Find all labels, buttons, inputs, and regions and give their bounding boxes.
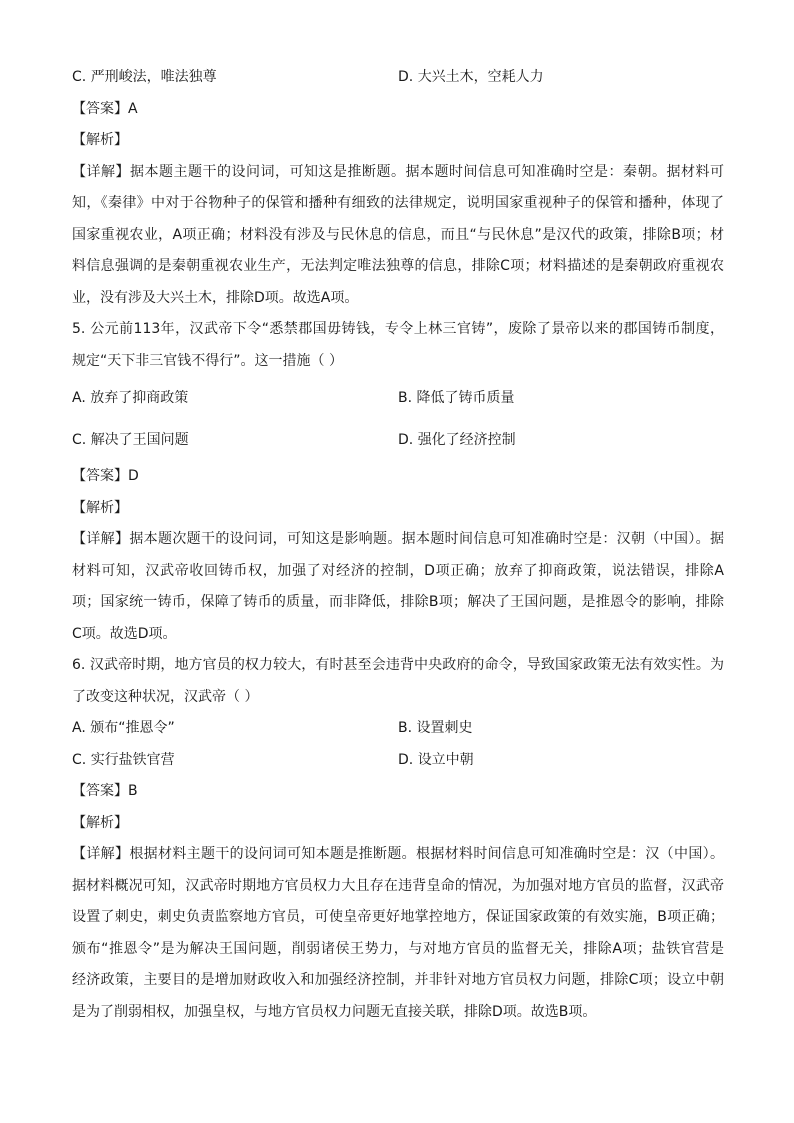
q5-option-c[interactable] xyxy=(72,419,398,461)
option-text: 大兴土木，空耗人力 xyxy=(417,69,544,85)
q5-options-row-1 xyxy=(72,377,724,419)
q6-answer xyxy=(72,776,724,808)
q4-options-row xyxy=(72,62,724,94)
stem-line: 规定“天下非三官钱不得行”。这一措施（ ） xyxy=(72,352,343,369)
option-text: 放弃了抑商政策 xyxy=(90,390,189,406)
answer-value: A xyxy=(128,100,138,117)
q6-options-row-2 xyxy=(72,745,724,777)
stem-line: 了改变这种状况，汉武帝（ ） xyxy=(72,688,259,705)
q5-options-row-2 xyxy=(72,419,724,461)
q5-detail xyxy=(72,524,724,650)
detail-line: 【详解】据本题主题干的设问词，可知这是推断题。据本题时间信息可知准确时空是：秦朝。据材料可 xyxy=(72,163,724,180)
q6-option-d[interactable] xyxy=(398,745,724,777)
detail-line: 据材料概况可知，汉武帝时期地方官员权力大且存在违背皇命的情况，为加强对地方官员的监督，汉武帝 xyxy=(72,877,724,894)
detail-line: 颁布“推恩令”是为解决王国问题，削弱诸侯王势力，与对地方官员的监督无关，排除A项；盐铁官营是 xyxy=(72,940,724,957)
option-letter: C. xyxy=(72,432,87,448)
stem-line: 6. 汉武帝时期，地方官员的权力较大，有时甚至会违背中央政府的命令，导致国家政策无法有效实性。为 xyxy=(72,657,724,673)
detail-line: 经济政策，主要目的是增加财政收入和加强经济控制，并非针对地方官员权力问题，排除C项；设立中朝 xyxy=(72,972,724,988)
detail-line: C项。故选D项。 xyxy=(72,625,177,642)
option-text: 严刑峻法，唯法独尊 xyxy=(90,69,217,85)
q6-options-row-1 xyxy=(72,713,724,745)
answer-label: 【答案】 xyxy=(72,783,128,799)
q6-stem xyxy=(72,650,724,713)
detail-line: 业，没有涉及大兴土木，排除D项。故选A项。 xyxy=(72,289,359,306)
option-letter: D. xyxy=(398,432,414,448)
option-letter: A. xyxy=(72,720,86,736)
option-letter: C. xyxy=(72,751,87,768)
q4-analysis-label: 【解析】 xyxy=(72,132,128,148)
q5-option-a[interactable] xyxy=(72,377,398,419)
q4-detail xyxy=(72,157,724,315)
answer-label: 【答案】 xyxy=(72,468,128,484)
q6-detail xyxy=(72,839,724,1028)
q6-option-c[interactable] xyxy=(72,745,398,777)
q5-option-b[interactable] xyxy=(398,377,724,419)
option-text: 设立中朝 xyxy=(417,751,474,768)
q6-analysis-label: 【解析】 xyxy=(72,814,128,831)
q6-option-a[interactable] xyxy=(72,713,398,745)
option-letter: D. xyxy=(398,69,414,85)
option-text: 颁布“推恩令” xyxy=(90,720,175,736)
detail-line: 材料可知，汉武帝收回铸币权，加强了对经济的控制，D项正确；放弃了抑商政策，说法错误，排除A xyxy=(72,562,724,579)
detail-line: 【详解】根据材料主题干的设问词可知本题是推断题。根据材料时间信息可知准确时空是：汉（中国）。 xyxy=(72,846,724,862)
option-text: 设置刺史 xyxy=(416,720,473,736)
q4-option-c[interactable] xyxy=(72,62,398,94)
q5-stem xyxy=(72,314,724,377)
option-text: 强化了经济控制 xyxy=(417,432,516,448)
q5-option-d[interactable] xyxy=(398,419,724,461)
answer-value: D xyxy=(128,468,139,484)
q4-option-d[interactable] xyxy=(398,62,724,94)
q5-answer xyxy=(72,461,724,493)
detail-line: 国家重视农业，A项正确；材料没有涉及与民休息的信息，而且“与民休息”是汉代的政策，排除B项；材 xyxy=(72,226,724,243)
option-text: 解决了王国问题 xyxy=(90,432,189,448)
detail-line: 是为了削弱相权，加强皇权，与地方官员权力问题无直接关联，排除D项。故选B项。 xyxy=(72,1003,597,1020)
q4-answer xyxy=(72,94,724,126)
q5-analysis-label: 【解析】 xyxy=(72,499,128,516)
option-letter: B. xyxy=(398,720,413,736)
detail-line: 料信息强调的是秦朝重视农业生产，无法判定唯法独尊的信息，排除C项；材料描述的是秦朝政府重视农 xyxy=(72,258,724,274)
stem-line: 5. 公元前113年，汉武帝下令“悉禁郡国毋铸钱，专令上林三官铸”，废除了景帝以来的郡国铸币制度， xyxy=(72,321,724,337)
document-page xyxy=(72,62,724,1028)
option-letter: A. xyxy=(72,390,86,406)
answer-label: 【答案】 xyxy=(72,100,128,117)
detail-line: 知，《秦律》中对于谷物种子的保管和播种有细致的法律规定，说明国家重视种子的保管和播种，体现了 xyxy=(72,195,724,211)
option-letter: C. xyxy=(72,69,87,85)
option-letter: D. xyxy=(398,751,414,768)
q6-option-b[interactable] xyxy=(398,713,724,745)
detail-line: 【详解】据本题次题干的设问词，可知这是影响题。据本题时间信息可知准确时空是：汉朝（中国）。据 xyxy=(72,531,724,547)
option-text: 降低了铸币质量 xyxy=(416,390,515,406)
option-letter: B. xyxy=(398,390,413,406)
detail-line: 项；国家统一铸币，保障了铸币的质量，而非降低，排除B项；解决了王国问题，是推恩令的影响，排除 xyxy=(72,594,724,610)
answer-value: B xyxy=(128,783,138,799)
detail-line: 设置了刺史，刺史负责监察地方官员，可使皇帝更好地掌控地方，保证国家政策的有效实施，B项正确； xyxy=(72,909,724,925)
option-text: 实行盐铁官营 xyxy=(90,751,175,768)
